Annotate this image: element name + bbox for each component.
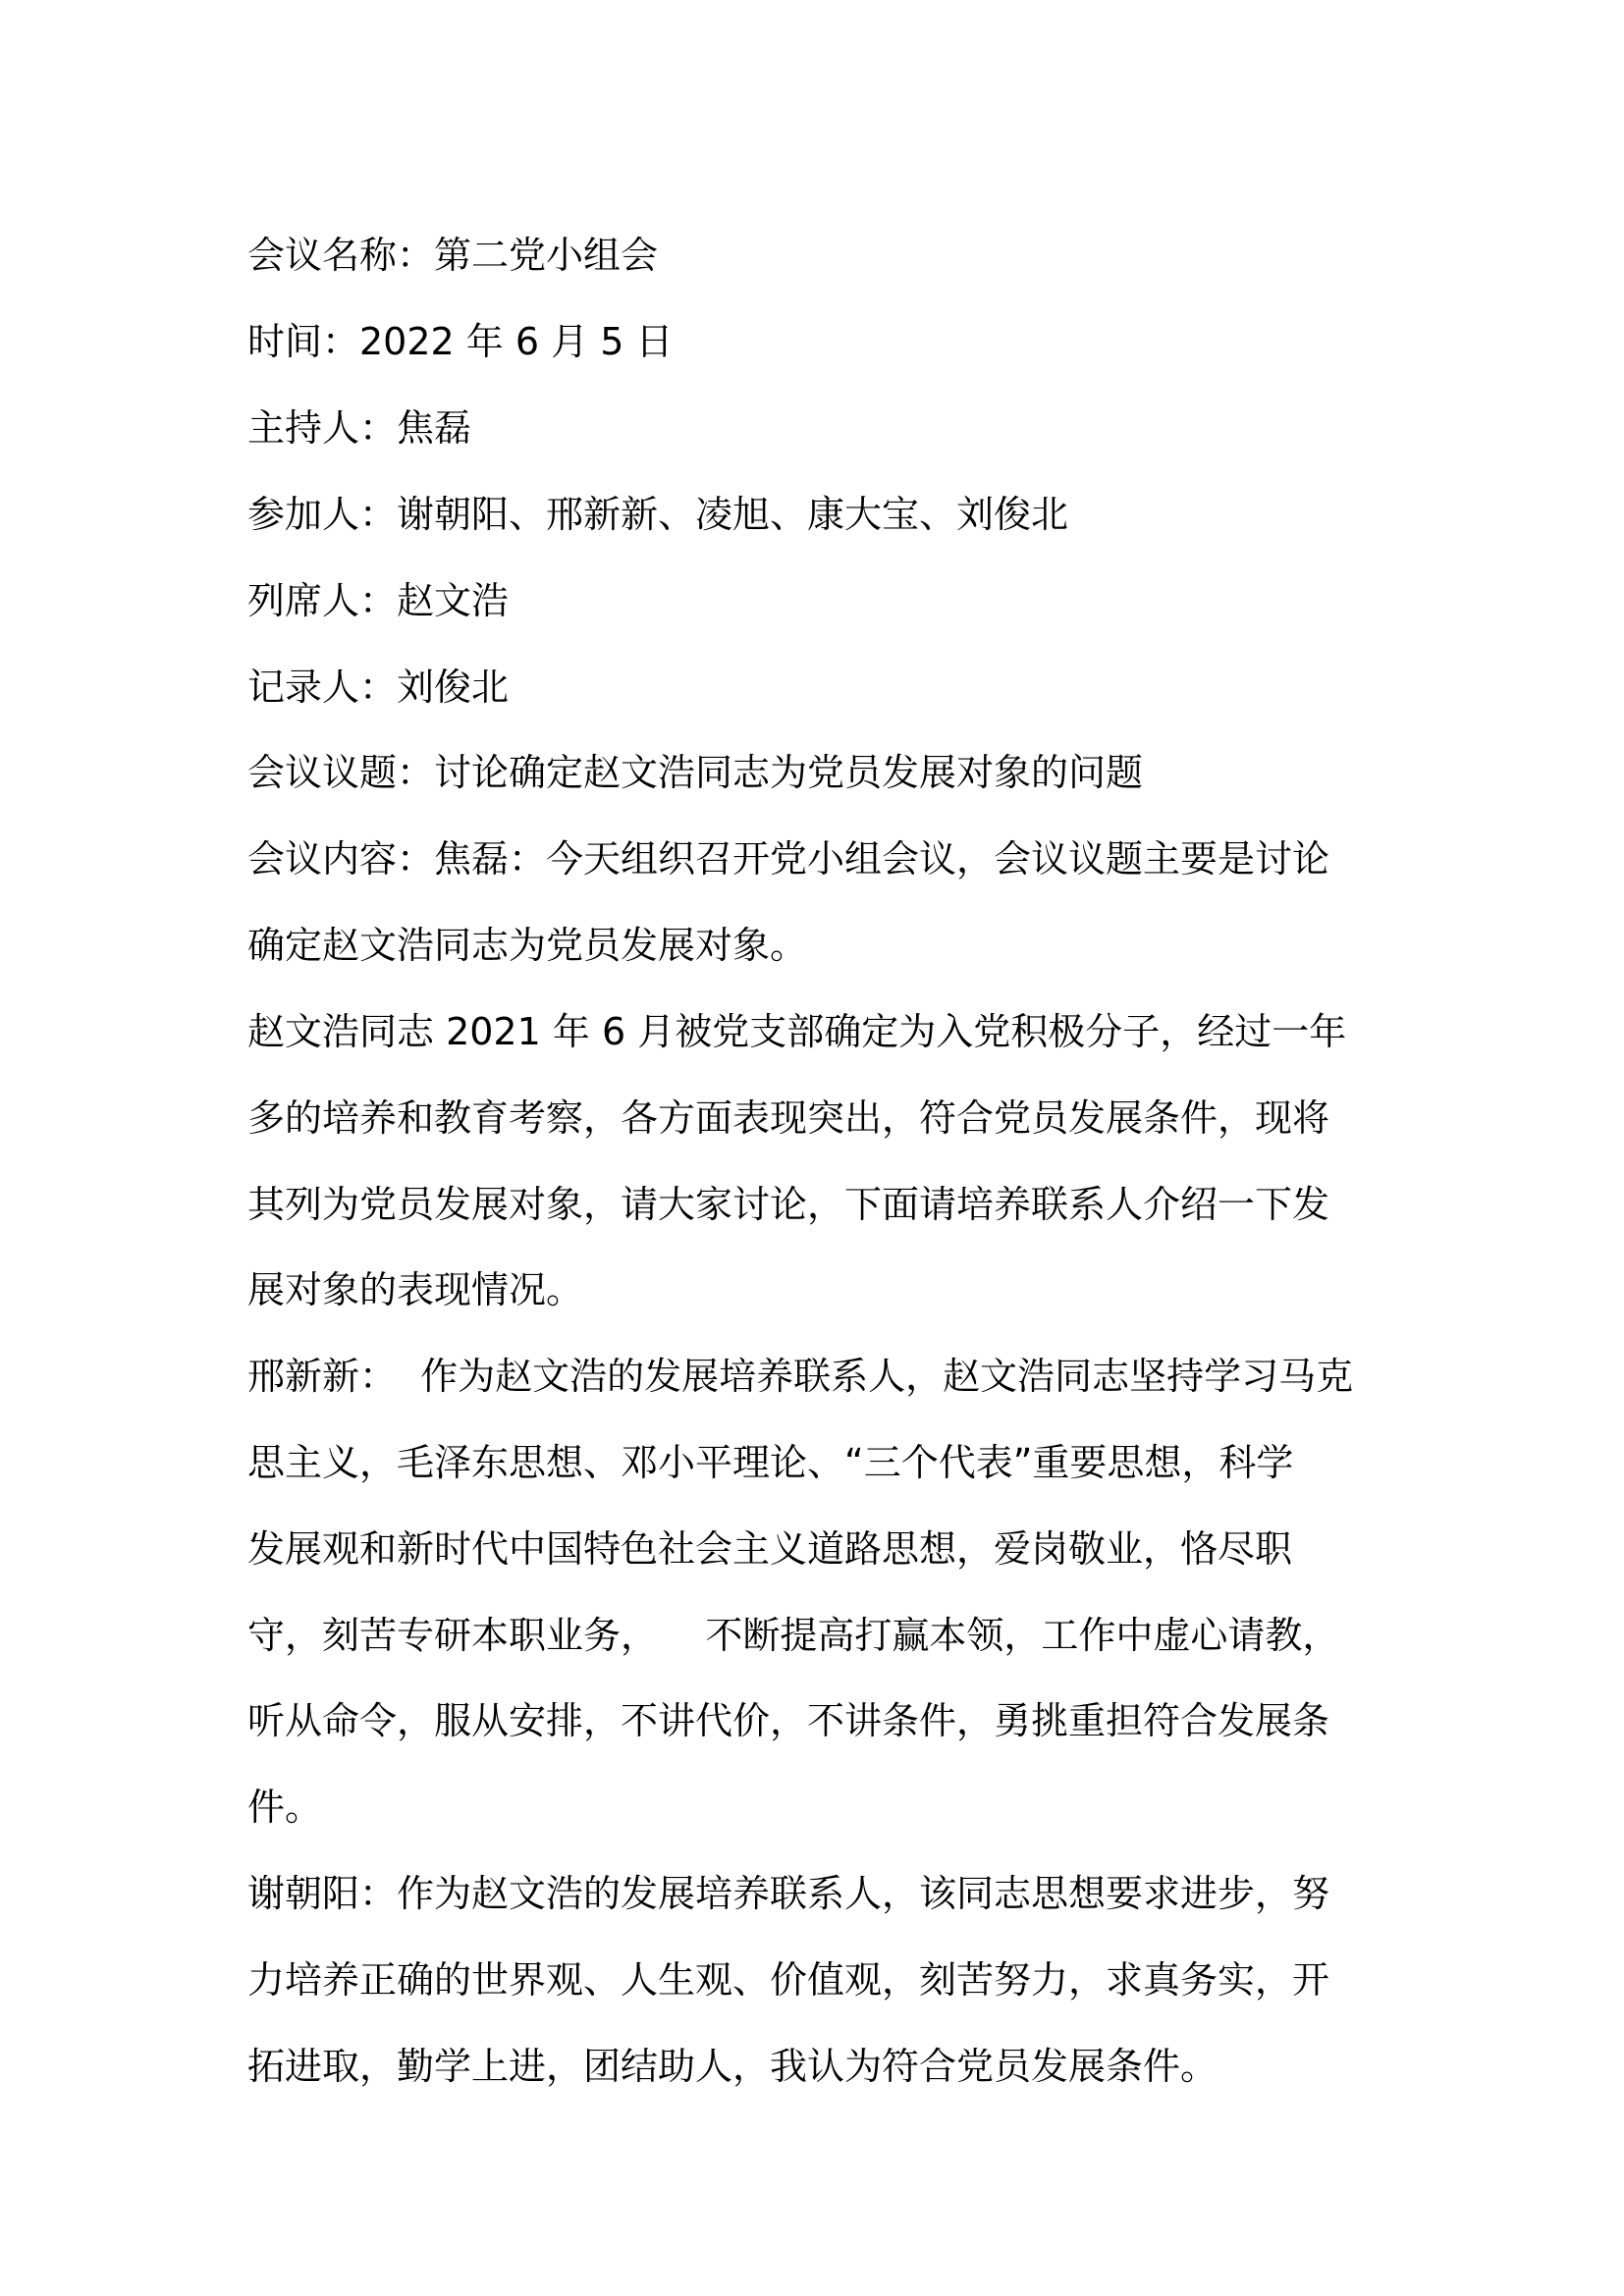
content-line: 确定赵文浩同志为党员发展对象。 [247,924,808,967]
content-line: 发展观和新时代中国特色社会主义道路思想，爱岗敬业，恪尽职 [247,1527,1293,1571]
content-line: 谢朝阳：作为赵文浩的发展培养联系人，该同志思想要求进步，努 [247,1872,1330,1915]
content-line: 力培养正确的世界观、人生观、价值观，刻苦努力，求真务实，开 [247,1958,1330,2002]
content-line: 多的培养和教育考察，各方面表现突出，符合党员发展条件，现将 [247,1096,1330,1140]
meeting-name-line: 会议名称：第二党小组会 [247,234,659,277]
host-line: 主持人：焦磊 [247,406,472,450]
recorder-line: 记录人：刘俊北 [247,666,510,709]
content-line: 拓进取，勤学上进，团结助人，我认为符合党员发展条件。 [247,2045,1218,2088]
content-line: 赵文浩同志 2021 年 6 月被党支部确定为入党积极分子，经过一年 [247,1010,1347,1053]
content-line: 展对象的表现情况。 [247,1268,584,1311]
content-line: 件。 [247,1786,323,1829]
participants-line: 参加人：谢朝阳、邢新新、凌旭、康大宝、刘俊北 [247,493,1069,536]
content-line: 思主义，毛泽东思想、邓小平理论、“三个代表”重要思想，科学 [247,1441,1294,1484]
content-line: 听从命令，服从安排，不讲代价，不讲条件，勇挑重担符合发展条 [247,1699,1330,1742]
content-line: 守，刻苦专研本职业务， 不断提高打赢本领，工作中虚心请教， [247,1614,1340,1657]
attendee-line: 列席人：赵文浩 [247,579,510,622]
content-line: 邢新新： 作为赵文浩的发展培养联系人，赵文浩同志坚持学习马克 [247,1355,1354,1398]
topic-line: 会议议题：讨论确定赵文浩同志为党员发展对象的问题 [247,751,1144,794]
content-line: 会议内容：焦磊：今天组织召开党小组会议，会议议题主要是讨论 [247,837,1330,881]
time-line: 时间：2022 年 6 月 5 日 [247,320,674,363]
content-line: 其列为党员发展对象，请大家讨论，下面请培养联系人介绍一下发 [247,1183,1330,1226]
